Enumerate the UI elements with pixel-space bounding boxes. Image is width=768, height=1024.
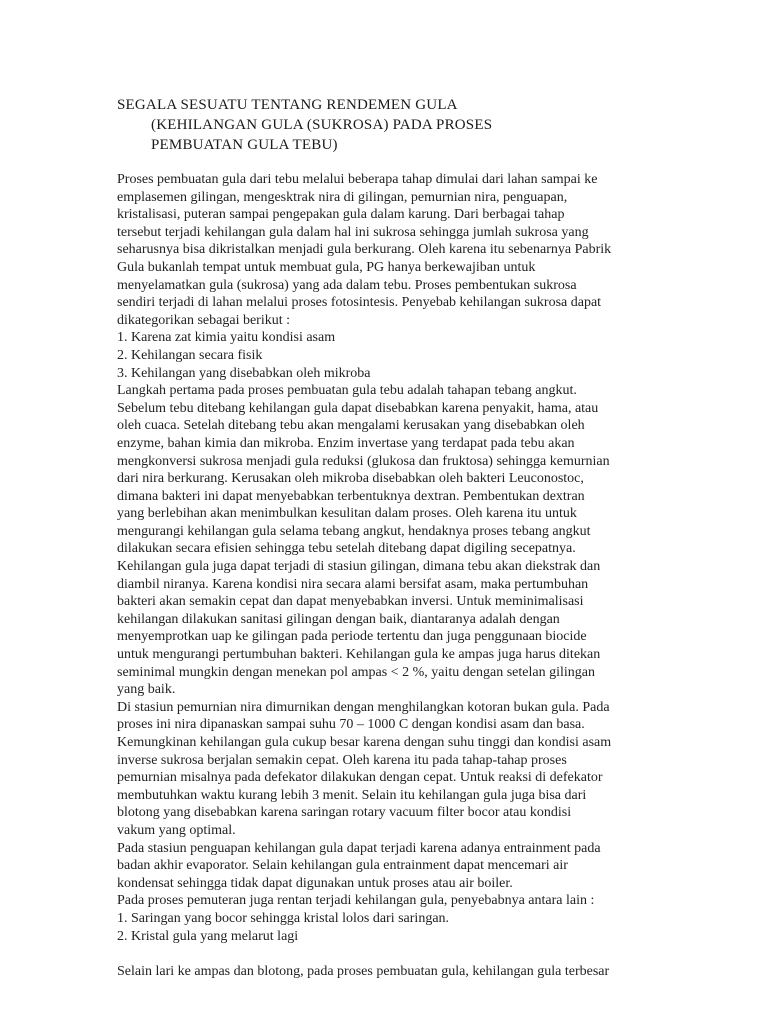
body-line: enzyme, bahan kimia dan mikroba. Enzim invertase yang terdapat pada tebu akan bbox=[117, 435, 575, 451]
body-line: kristalisasi, puteran sampai pengepakan gula dalam karung. Dari berbagai tahap bbox=[117, 207, 565, 223]
body-line: bakteri akan semakin cepat dan dapat menyebabkan inversi. Untuk meminimalisasi bbox=[117, 594, 584, 610]
body-line: seminimal mungkin dengan menekan pol ampas < 2 %, yaitu dengan setelan gilingan bbox=[117, 664, 595, 680]
body-line: oleh cuaca. Setelah ditebang tebu akan mengalami kerusakan yang disebabkan oleh bbox=[117, 418, 585, 434]
body-line: menyelamatkan gula (sukrosa) yang ada dalam tebu. Proses pembentukan sukrosa bbox=[117, 277, 577, 293]
title-line-1: SEGALA SESUATU TENTANG RENDEMEN GULA bbox=[117, 97, 458, 113]
body-line: mengurangi kehilangan gula selama tebang angkut, hendaknya proses tebang angkut bbox=[117, 523, 591, 539]
body-line: 3. Kehilangan yang disebabkan oleh mikroba bbox=[117, 365, 371, 381]
body-line: 1. Saringan yang bocor sehingga kristal lolos dari saringan. bbox=[117, 910, 450, 926]
body-line: Langkah pertama pada proses pembuatan gula tebu adalah tahapan tebang angkut. bbox=[117, 383, 577, 399]
body-line: seharusnya bisa dikristalkan menjadi gula berkurang. Oleh karena itu sebenarnya Pabrik bbox=[117, 242, 612, 258]
body-line: Gula bukanlah tempat untuk membuat gula, PG hanya berkewajiban untuk bbox=[117, 259, 536, 275]
body-line: 2. Kristal gula yang melarut lagi bbox=[117, 928, 299, 944]
body-line: kondensat sehingga tidak dapat digunakan untuk proses atau air boiler. bbox=[117, 875, 513, 891]
body-line: emplasemen gilingan, mengesktrak nira di gilingan, pemurnian nira, penguapan, bbox=[117, 189, 568, 205]
body-line: untuk mengurangi pertumbuhan bakteri. Kehilangan gula ke ampas juga harus ditekan bbox=[117, 647, 601, 663]
body-line: Selain lari ke ampas dan blotong, pada proses pembuatan gula, kehilangan gula terbesar bbox=[117, 963, 610, 979]
body-line: sendiri terjadi di lahan melalui proses fotosintesis. Penyebab kehilangan sukrosa dapat bbox=[117, 295, 602, 311]
body-line: pemurnian misalnya pada defekator dilakukan dengan cepat. Untuk reaksi di defekator bbox=[117, 770, 603, 786]
document-body bbox=[117, 171, 677, 980]
body-line: menyemprotkan uap ke gilingan pada periode tertentu dan juga penggunaan biocide bbox=[117, 629, 587, 645]
body-line: badan akhir evaporator. Selain kehilangan gula entrainment dapat mencemari air bbox=[117, 858, 568, 874]
body-line: yang berlebihan akan menimbulkan kesulitan dalam proses. Oleh karena itu untuk bbox=[117, 506, 577, 522]
body-line: dimana bakteri ini dapat menyebabkan terbentuknya dextran. Pembentukan dextran bbox=[117, 488, 585, 504]
body-line: diambil niranya. Karena kondisi nira secara alami bersifat asam, maka pertumbuhan bbox=[117, 576, 589, 592]
body-line: Kehilangan gula juga dapat terjadi di stasiun gilingan, dimana tebu akan diekstrak dan bbox=[117, 559, 601, 575]
body-line: Kemungkinan kehilangan gula cukup besar karena dengan suhu tinggi dan kondisi asam bbox=[117, 735, 612, 750]
body-line: proses ini nira dipanaskan sampai suhu 70 – 1000 C dengan kondisi asam dan basa. bbox=[117, 717, 585, 733]
body-line: vakum yang optimal. bbox=[117, 822, 236, 838]
body-line: yang baik. bbox=[117, 682, 176, 698]
body-line: 1. Karena zat kimia yaitu kondisi asam bbox=[117, 330, 336, 346]
body-line: membutuhkan waktu kurang lebih 3 menit. Selain itu kehilangan gula juga bisa dari bbox=[117, 787, 587, 803]
body-line: 2. Kehilangan secara fisik bbox=[117, 347, 263, 363]
title-line-3: PEMBUATAN GULA TEBU) bbox=[151, 137, 338, 153]
body-line bbox=[117, 945, 677, 963]
body-line: dari nira berkurang. Kerusakan oleh mikroba disebabkan oleh bakteri Leuconostoc, bbox=[117, 471, 584, 487]
body-line: Proses pembuatan gula dari tebu melalui beberapa tahap dimulai dari lahan sampai ke bbox=[117, 172, 598, 187]
body-line: mengkonversi sukrosa menjadi gula reduksi (glukosa dan fruktosa) sehingga kemurnian bbox=[117, 453, 610, 469]
body-line: Pada stasiun penguapan kehilangan gula dapat terjadi karena adanya entrainment pada bbox=[117, 840, 601, 856]
body-line: blotong yang disebabkan karena saringan rotary vacuum filter bocor atau kondisi bbox=[117, 805, 572, 821]
body-line: inverse sukrosa berjalan semakin cepat. Oleh karena itu pada tahap-tahap proses bbox=[117, 752, 567, 768]
body-line: Pada proses pemuteran juga rentan terjadi kehilangan gula, penyebabnya antara lain : bbox=[117, 893, 595, 909]
title-line-2: (KEHILANGAN GULA (SUKROSA) PADA PROSES bbox=[151, 117, 493, 133]
body-line: dikategorikan sebagai berikut : bbox=[117, 312, 290, 328]
body-line: tersebut terjadi kehilangan gula dalam hal ini sukrosa sehingga jumlah sukrosa yang bbox=[117, 224, 589, 240]
body-line: kehilangan dilakukan sanitasi gilingan dengan baik, diantaranya adalah dengan bbox=[117, 611, 560, 627]
body-line: Di stasiun pemurnian nira dimurnikan dengan menghilangkan kotoran bukan gula. Pada bbox=[117, 699, 610, 715]
body-line: dilakukan secara efisien sehingga tebu setelah ditebang dapat digiling secepatnya. bbox=[117, 541, 576, 557]
body-line: Sebelum tebu ditebang kehilangan gula dapat disebabkan karena penyakit, hama, atau bbox=[117, 400, 599, 416]
document-title bbox=[117, 95, 717, 155]
